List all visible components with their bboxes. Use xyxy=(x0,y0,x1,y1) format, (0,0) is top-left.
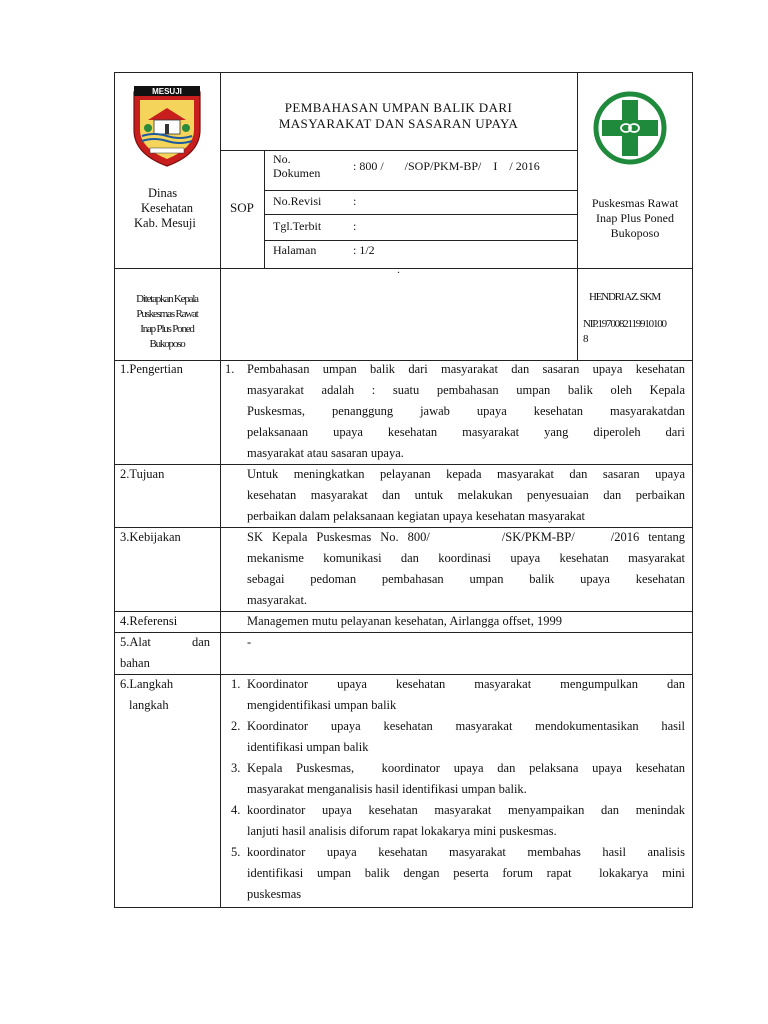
tujuan-label: 2.Tujuan xyxy=(120,467,165,481)
langkah-4-line-1: koordinator upaya kesehatan masyarakat menyampaikan dan menindak xyxy=(247,803,685,817)
langkah-5-line-1: koordinator upaya kesehatan masyarakat membahas hasil analisis xyxy=(247,845,685,859)
puskesmas-line-1: Puskesmas Rawat xyxy=(591,196,679,210)
referensi-label: 4.Referensi xyxy=(120,614,178,628)
sop-label: SOP xyxy=(230,200,254,215)
approval-dot: . xyxy=(397,262,400,276)
revisi-value: : xyxy=(353,194,357,208)
langkah-1-num: 1. xyxy=(231,677,241,691)
terbit-label: Tgl.Terbit xyxy=(273,219,322,233)
tujuan-line-1: Untuk meningkatkan pelayanan kepada masyarakat dan sasaran upaya xyxy=(247,467,685,481)
pengertian-line-3: Puskesmas, penanggung jawab upaya kesehatan masyarakatdan xyxy=(247,404,685,418)
pengertian-label: 1.Pengertian xyxy=(120,362,183,376)
kebijakan-line-1: SK Kepala Puskesmas No. 800/ /SK/PKM-BP/ /2016 tentang xyxy=(247,530,685,544)
mesuji-logo xyxy=(128,84,206,168)
approval-line-4: Bukoposo xyxy=(149,338,185,350)
pengertian-line-1: Pembahasan umpan balik dari masyarakat dan sasaran upaya kesehatan xyxy=(247,362,685,376)
pengertian-line-4: pelaksanaan upaya kesehatan masyarakat yang diperoleh dari xyxy=(247,425,685,439)
tujuan-line-2: kesehatan masyarakat dan untuk melakukan penyesuaian dan perbaikan xyxy=(247,488,685,502)
alat-label-b: dan xyxy=(192,635,211,649)
kebijakan-line-2: mekanisme komunikasi dan koordinasi upaya kesehatan masyarakat xyxy=(247,551,685,565)
langkah-5-num: 5. xyxy=(231,845,241,859)
puskesmas-cross-icon xyxy=(588,86,672,170)
pengertian-line-5: masyarakat atau sasaran upaya. xyxy=(247,446,404,460)
svg-text:MESUJI: MESUJI xyxy=(152,87,182,96)
signatory-nip-2: 8 xyxy=(583,333,588,345)
langkah-5-line-2: identifikasi umpan balik dengan peserta forum rapat lokakarya mini xyxy=(247,866,685,880)
kebijakan-line-3: sebagai pedoman pembahasan umpan balik upaya kesehatan xyxy=(247,572,685,586)
dept-line-1: Dinas xyxy=(148,186,178,200)
sop-title-line-1: PEMBAHASAN UMPAN BALIK DARI xyxy=(284,100,513,115)
dept-line-2: Kesehatan xyxy=(141,201,194,215)
langkah-2-line-1: Koordinator upaya kesehatan masyarakat mendokumentasikan hasil xyxy=(247,719,685,733)
langkah-2-num: 2. xyxy=(231,719,241,733)
pengertian-line-2: masyarakat adalah : suatu pembahasan umpan balik oleh Kepala xyxy=(247,383,685,397)
langkah-4-num: 4. xyxy=(231,803,241,817)
pengertian-num: 1. xyxy=(225,362,235,376)
mesuji-crest-icon xyxy=(128,84,206,168)
langkah-label-a: 6.Langkah xyxy=(120,677,174,691)
langkah-3-line-2: masyarakat menganalisis hasil identifikasi umpan balik. xyxy=(247,782,527,796)
kebijakan-label: 3.Kebijakan xyxy=(120,530,181,544)
halaman-value: : 1/2 xyxy=(353,243,375,257)
signatory-name: HENDRI AZ. SKM xyxy=(589,291,660,303)
signatory-nip-1: NIP.1970082119910100 xyxy=(583,318,666,330)
langkah-2-line-2: identifikasi umpan balik xyxy=(247,740,369,754)
langkah-3-line-1: Kepala Puskesmas, koordinator upaya dan pelaksana upaya kesehatan xyxy=(247,761,685,775)
doc-no-label-2: Dokumen xyxy=(273,166,321,180)
approval-line-1: Ditetapkan Kepala xyxy=(136,293,198,305)
langkah-1-line-2: mengidentifikasi umpan balik xyxy=(247,698,397,712)
approval-line-2: Puskesmas Rawat xyxy=(136,308,198,320)
puskesmas-line-3: Bukoposo xyxy=(610,226,660,240)
approval-line-3: Inap Plus Poned xyxy=(140,323,194,335)
langkah-4-line-2: lanjuti hasil analisis diforum rapat lokakarya mini puskesmas. xyxy=(247,824,557,838)
terbit-value: : xyxy=(353,219,357,233)
langkah-1-line-1: Koordinator upaya kesehatan masyarakat mengumpulkan dan xyxy=(247,677,685,691)
langkah-5-line-3: puskesmas xyxy=(247,887,302,901)
halaman-label: Halaman xyxy=(273,243,317,257)
puskesmas-line-2: Inap Plus Poned xyxy=(596,211,674,225)
kebijakan-line-4: masyarakat. xyxy=(247,593,308,607)
doc-no-value: : 800 / /SOP/PKM-BP/ I / 2016 xyxy=(353,159,540,173)
sop-title-line-2: MASYARAKAT DAN SASARAN UPAYA xyxy=(278,116,519,131)
langkah-3-num: 3. xyxy=(231,761,241,775)
puskesmas-logo xyxy=(588,86,672,170)
alat-text: - xyxy=(247,635,252,649)
alat-label-a: 5.Alat xyxy=(120,635,151,649)
tujuan-line-3: perbaikan dalam pelaksanaan kegiatan upaya kesehatan masyarakat xyxy=(247,509,586,523)
dept-line-3: Kab. Mesuji xyxy=(134,216,196,230)
doc-no-label: No. xyxy=(273,152,291,166)
referensi-text: Managemen mutu pelayanan kesehatan, Airlangga offset, 1999 xyxy=(247,614,562,628)
revisi-label: No.Revisi xyxy=(273,194,322,208)
langkah-label-b: langkah xyxy=(129,698,169,712)
alat-label-c: bahan xyxy=(120,656,150,670)
